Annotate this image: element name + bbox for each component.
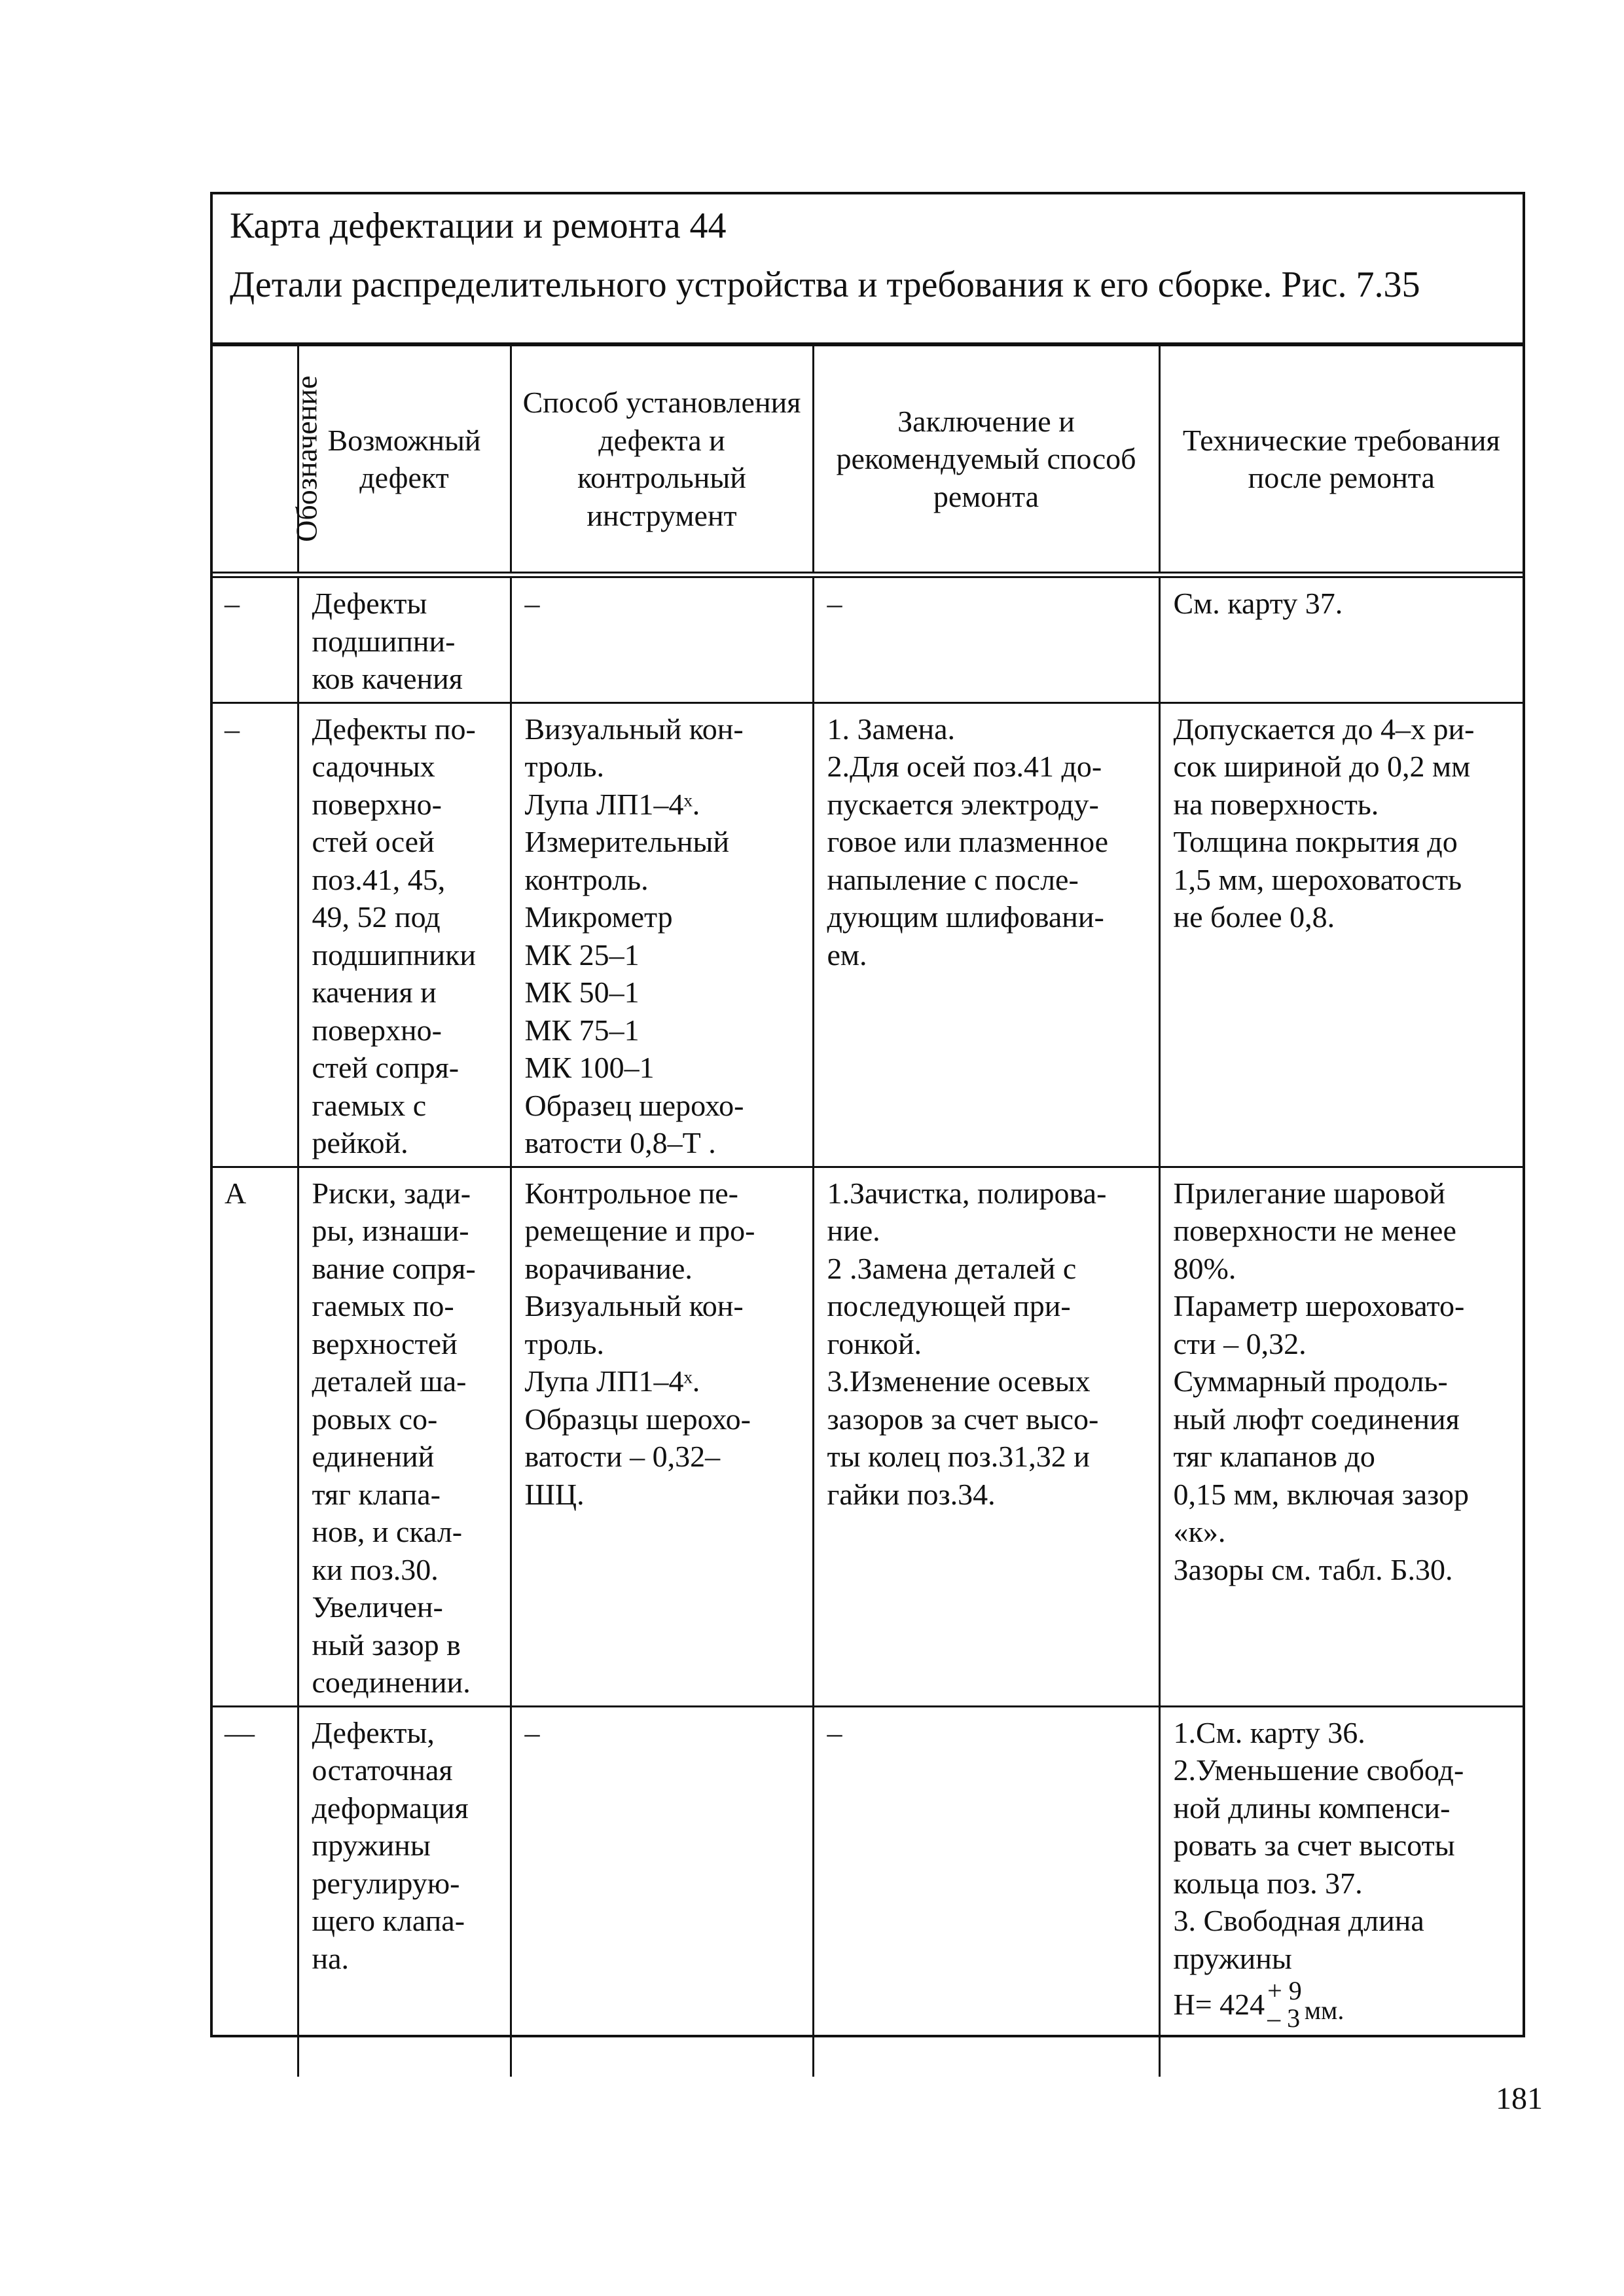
table-row	[213, 575, 1523, 702]
formula-base: H= 424	[1173, 1988, 1265, 2022]
cell-conclusion: 1. Замена. 2.Для осей поз.41 до- пускается электроду- говое или плазменное напыление с после- дующим шлифовани- ем.	[813, 702, 1159, 1167]
card-header	[213, 194, 1523, 346]
table-row	[213, 1706, 1523, 2077]
cell-defect: Дефекты подшипни- ков качения	[298, 575, 511, 702]
formula-tolerance	[1267, 1977, 1302, 2032]
formula-unit: мм.	[1304, 1995, 1344, 2026]
cell-designation: А	[213, 1167, 298, 1706]
header-defect: Возможный дефект	[298, 346, 511, 575]
cell-conclusion: –	[813, 1706, 1159, 2077]
header-conclusion: Заключение и рекомендуемый способ ремонта	[813, 346, 1159, 575]
cell-method: Визуальный кон- троль. Лупа ЛП1–4ˣ. Измерительный контроль. Микрометр МК 25–1 МК 50–1 МК 75–1 МК 100–1 Образец шерохо- ватости 0,8–Т .	[511, 702, 813, 1167]
cell-method: Контрольное пе- ремещение и про- ворачивание. Визуальный кон- троль. Лупа ЛП1–4ˣ. Образцы шерохо- ватости – 0,32– ШЦ.	[511, 1167, 813, 1706]
defect-card-frame	[210, 192, 1525, 2037]
cell-method: –	[511, 575, 813, 702]
table-row	[213, 702, 1523, 1167]
cell-conclusion: –	[813, 575, 1159, 702]
cell-designation: –	[213, 702, 298, 1167]
card-subtitle: Детали распределительного устройства и требования к его сборке. Рис. 7.35	[230, 264, 1420, 305]
formula-upper-tolerance: + 9	[1267, 1976, 1302, 2005]
cell-designation: –	[213, 575, 298, 702]
requirements-text: 1.См. карту 36. 2.Уменьшение свобод- ной длины компенси- ровать за счет высоты кольца поз. 37. 3. Свободная длина пружины	[1173, 1715, 1464, 1975]
cell-defect: Дефекты по- садочных поверхно- стей осей поз.41, 45, 49, 52 под подшипники качения и поверхно- стей сопря- гаемых с рейкой.	[298, 702, 511, 1167]
spring-length-formula	[1174, 1977, 1344, 2032]
cell-requirements	[1159, 1706, 1523, 2077]
cell-requirements: Прилегание шаровой поверхности не менее 80%. Параметр шероховато- сти – 0,32. Суммарный продоль- ный люфт соединения тяг клапанов до 0,15 мм, включая зазор «к». Зазоры см. табл. Б.30.	[1159, 1167, 1523, 1706]
cell-method: –	[511, 1706, 813, 2077]
table-row	[213, 1167, 1523, 1706]
cell-defect: Дефекты, остаточная деформация пружины регулирую- щего клапа- на.	[298, 1706, 511, 2077]
header-requirements: Технические требования после ремонта	[1159, 346, 1523, 575]
cell-conclusion: 1.Зачистка, полирова- ние. 2 .Замена деталей с последующей при- гонкой. 3.Изменение осевых зазоров за счет высо- ты колец поз.31,32 и гайки поз.34.	[813, 1167, 1159, 1706]
table-header-row	[213, 346, 1523, 575]
header-designation-label: Обозначение	[289, 375, 323, 543]
defect-table	[213, 346, 1523, 2077]
cell-designation: —	[213, 1706, 298, 2077]
cell-requirements: Допускается до 4–х ри- сок шириной до 0,2 мм на поверхность. Толщина покрытия до 1,5 мм, шероховатость не более 0,8.	[1159, 702, 1523, 1167]
header-method: Способ установления дефекта и контрольный инструмент	[511, 346, 813, 575]
cell-defect: Риски, зади- ры, изнаши- вание сопря- гаемых по- верхностей деталей ша- ровых со- единений тяг клапа- нов, и скал- ки поз.30. Увеличен- ный зазор в соединении.	[298, 1167, 511, 1706]
card-title: Карта дефектации и ремонта 44	[230, 206, 727, 246]
header-designation	[213, 346, 323, 575]
formula-lower-tolerance: – 3	[1267, 2003, 1301, 2033]
cell-requirements: См. карту 37.	[1159, 575, 1523, 702]
page-number: 181	[1496, 2081, 1543, 2116]
